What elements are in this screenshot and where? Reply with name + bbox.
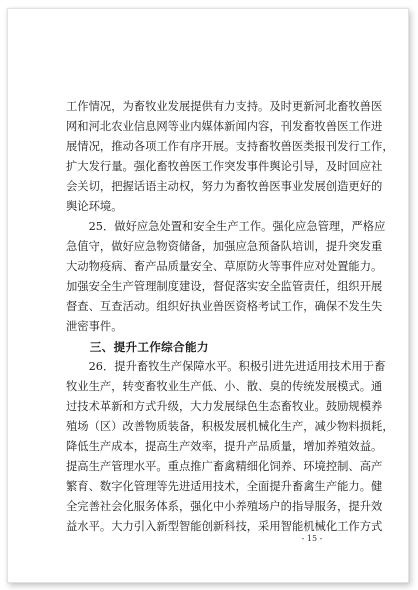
text-line: 泄密事件。: [66, 320, 123, 333]
text-line: 督查、互查活动。组织好执业兽医资格考试工作，确保不发生失: [66, 300, 383, 313]
text-line: 过技术革新和方式升级，大力发展绿色生态畜牧业。鼓励规模养: [66, 400, 383, 413]
text-line: 工作情况，为畜牧业发展提供有力支持。及时更新河北畜牧兽医: [66, 100, 383, 113]
text-line: 26．提升畜牧生产保障水平。积极引进先进适用技术用于畜: [66, 360, 386, 373]
text-line: 加强安全生产管理制度建设，督促落实安全监管责任，组织开展: [66, 280, 383, 293]
text-line: 大动物疫病、畜产品质量安全、草原防火等事件应对处置能力。: [66, 260, 383, 273]
body-text: [66, 97, 394, 537]
text-line: 提高生产管理水平。重点推广畜禽精细化饲养、环境控制、高产: [66, 460, 383, 473]
text-line: 会关切，把握话语主动权，努力为畜牧兽医事业发展创造更好的: [66, 180, 383, 193]
text-line: 降低生产成本，提高生产效率，提升产品质量，增加养殖效益。: [66, 440, 383, 453]
text-line: 益水平。大力引入新型智能创新科技，采用智能机械化工作方式: [66, 520, 383, 533]
text-line: 舆论环境。: [66, 200, 123, 213]
text-line: 展情况，推动各项工作有序开展。支持畜牧兽医类报刊发行工作，: [66, 140, 394, 153]
section-heading: 三、提升工作综合能力: [66, 340, 209, 354]
text-line: 牧业生产，转变畜牧业生产低、小、散、臭的传统发展模式。通: [66, 380, 383, 393]
text-line: 扩大发行量。强化畜牧兽医工作突发事件舆论引导，及时回应社: [66, 160, 383, 173]
text-line: 25．做好应急处置和安全生产工作。强化应急管理，严格应: [66, 220, 386, 233]
text-line: 殖场（区）改善物质装备，积极发展机械化生产，减少物料损耗，: [66, 420, 394, 433]
text-line: 全完善社会化服务体系，强化中小养殖场户的指导服务，提升效: [66, 500, 383, 513]
text-line: 急值守，做好应急物资储备，加强应急预备队培训，提升突发重: [66, 240, 383, 253]
page-number: - 15 -: [301, 534, 323, 543]
text-line: 网和河北农业信息网等业内媒体新闻内容，刊发畜牧兽医工作进: [66, 120, 383, 133]
text-line: 繁育、数字化管理等先进适用技术，全面提升畜禽生产能力。健: [66, 480, 383, 493]
document-page: [7, 8, 409, 583]
